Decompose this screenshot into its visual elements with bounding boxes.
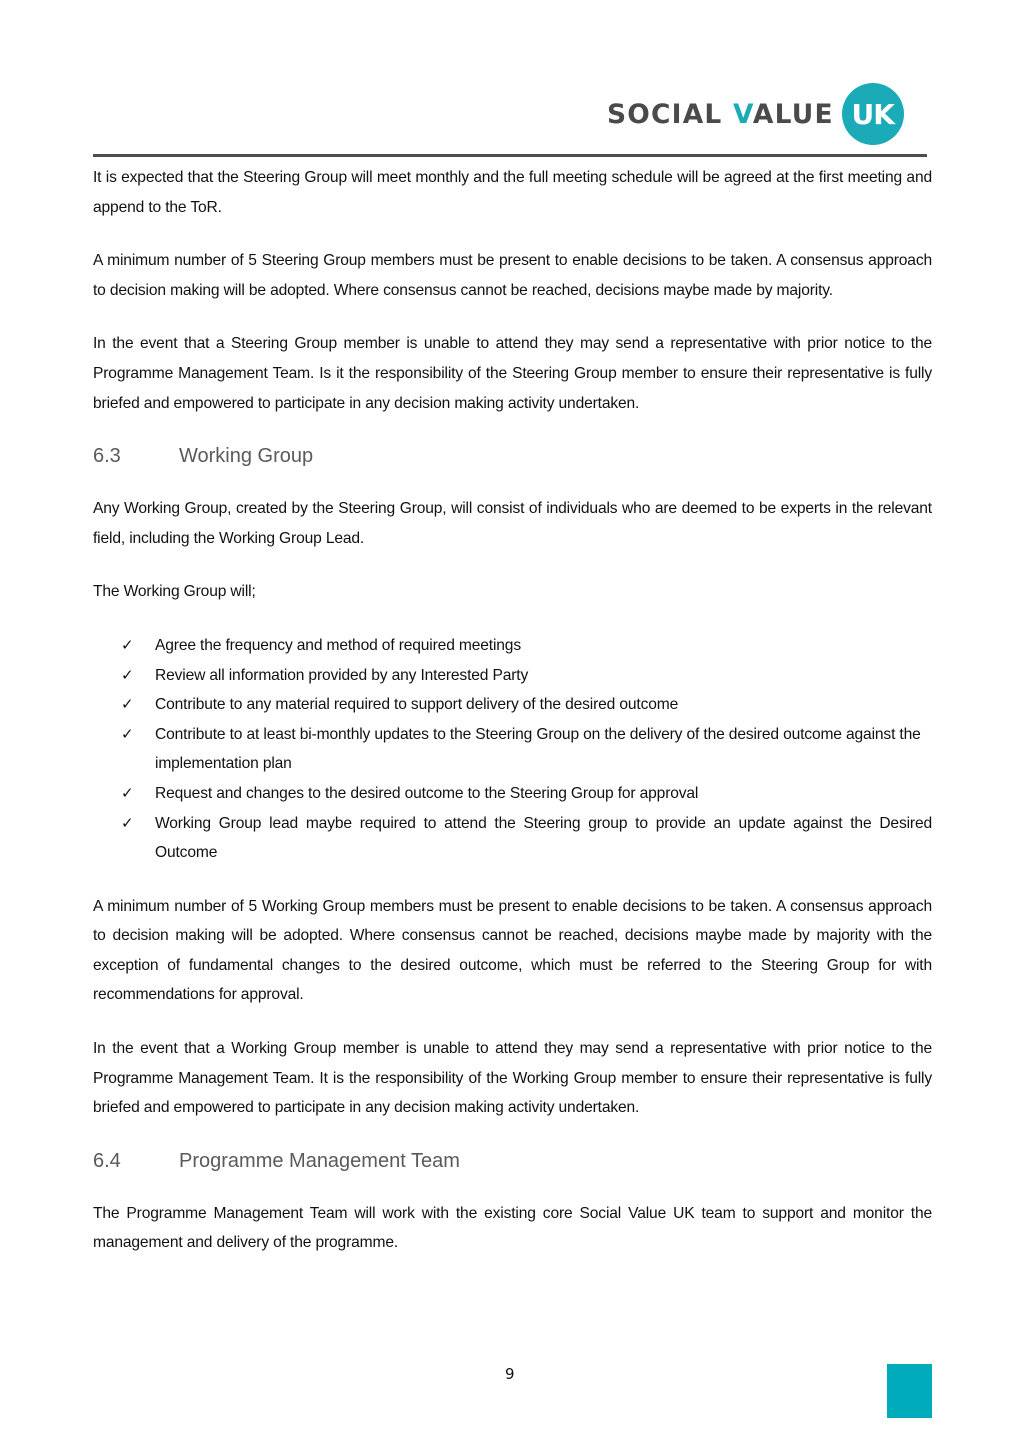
paragraph-working-group-intro: The Working Group will; — [93, 583, 256, 601]
paragraph-working-group-quorum: A minimum number of 5 Working Group members must be present to enable decisions to be taken. A consensus approach to decision making will be adopted. Where consensus cannot be reached, decisions maybe made by majority with the exception of fundamental changes to the desired outcome, which must be referred to the Steering Group for with recommendations for approval. — [93, 897, 932, 1004]
section-number: 6.4 — [93, 1149, 121, 1172]
list-item — [93, 631, 932, 661]
document-body — [93, 163, 932, 1282]
section-heading-6-3 — [93, 442, 932, 470]
checkmark-icon: ✓ — [121, 695, 134, 714]
logo-uk-badge: UK — [842, 83, 904, 145]
page-number: 9 — [505, 1365, 515, 1383]
list-item-text: Working Group lead maybe required to attend the Steering group to provide an update against the Desired Outcome — [155, 814, 932, 862]
working-group-duties-list — [93, 631, 932, 868]
paragraph-working-group-composition: Any Working Group, created by the Steering Group, will consist of individuals who are deemed to be experts in the relevant field, including the Working Group Lead. — [93, 500, 932, 547]
paragraph-steering-quorum: A minimum number of 5 Steering Group members must be present to enable decisions to be taken. A consensus approach to decision making will be adopted. Where consensus cannot be reached, decisions maybe made by majority. — [93, 252, 932, 299]
section-title: Programme Management Team — [179, 1149, 460, 1172]
paragraph-steering-representative: In the event that a Steering Group member is unable to attend they may send a representative with prior notice to the Programme Management Team. Is it the responsibility of the Steering Group member to ensure their representative is fully briefed and empowered to participate in any decision making activity undertaken. — [93, 335, 932, 412]
section-number: 6.3 — [93, 445, 121, 468]
logo-accent-v: V — [732, 98, 753, 130]
paragraph-programme-management-team: The Programme Management Team will work with the existing core Social Value UK team to support and monitor the management and delivery of the programme. — [93, 1204, 932, 1252]
section-title: Working Group — [179, 445, 314, 468]
header-divider — [93, 154, 927, 157]
list-item — [93, 779, 932, 809]
list-item-text: Request and changes to the desired outcome to the Steering Group for approval — [155, 784, 699, 802]
list-item-text: Contribute to at least bi-monthly updates to the Steering Group on the delivery of the desired outcome against the implementation plan — [155, 725, 921, 773]
logo-word-alue: ALUE — [752, 98, 834, 130]
list-item-text: Agree the frequency and method of required meetings — [155, 636, 521, 654]
checkmark-icon: ✓ — [121, 665, 134, 684]
list-item-text: Contribute to any material required to support delivery of the desired outcome — [155, 696, 679, 714]
checkmark-icon: ✓ — [121, 635, 134, 654]
list-item — [93, 690, 932, 720]
list-item — [93, 720, 932, 779]
section-heading-6-4 — [93, 1147, 932, 1175]
social-value-uk-logo — [607, 84, 904, 144]
paragraph-meeting-schedule: It is expected that the Steering Group will meet monthly and the full meeting schedule will be agreed at the first meeting and append to the ToR. — [93, 169, 932, 216]
list-item — [93, 809, 932, 868]
logo-wordmark — [607, 99, 834, 130]
checkmark-icon: ✓ — [121, 813, 134, 832]
checkmark-icon: ✓ — [121, 783, 134, 802]
paragraph-working-group-representative: In the event that a Working Group member is unable to attend they may send a representative with prior notice to the Programme Management Team. It is the responsibility of the Working Group member to ensure their representative is fully briefed and empowered to participate in any decision making activity undertaken. — [93, 1040, 932, 1117]
footer-accent-block — [887, 1364, 932, 1418]
checkmark-icon: ✓ — [121, 724, 134, 743]
list-item-text: Review all information provided by any Interested Party — [155, 666, 529, 684]
logo-word-social: SOCIAL — [607, 98, 723, 130]
list-item — [93, 661, 932, 691]
